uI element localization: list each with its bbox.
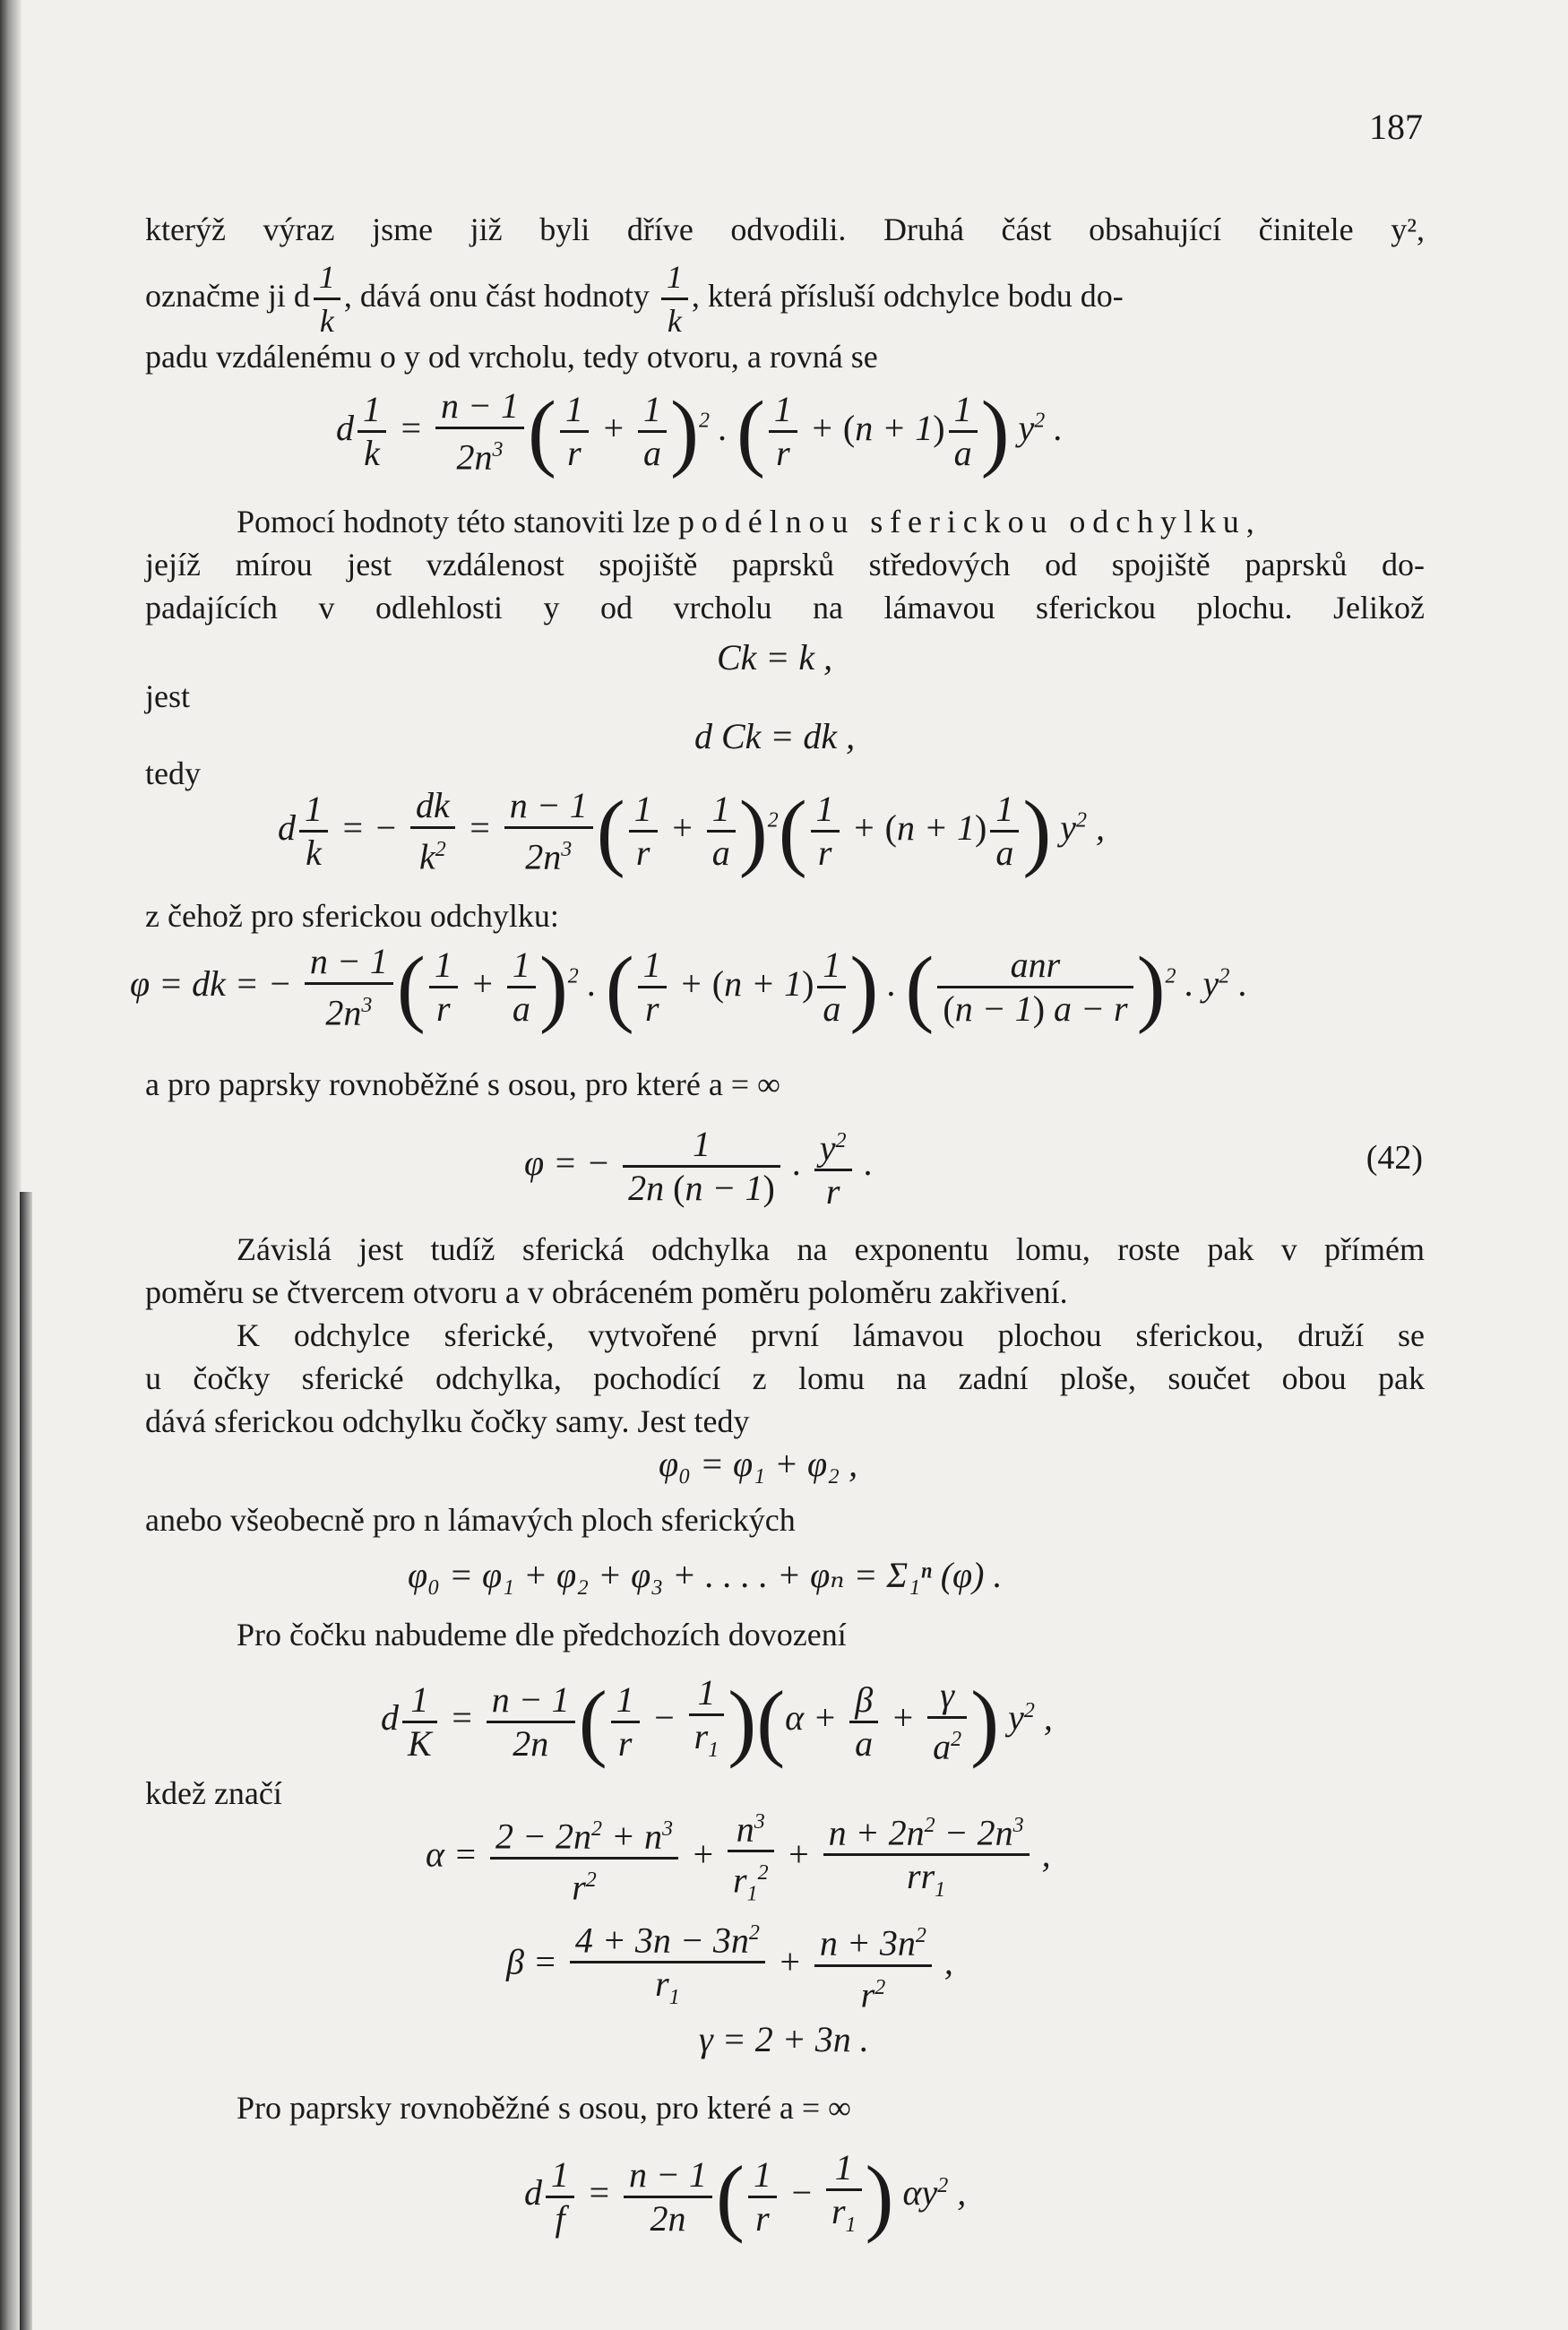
equation-alpha: α = $\frac{2 - 2n^2 + n^3}{r^2}$ + $\frac{n^3}{r_1^2}$ + $\frac{n + 2n^2 - 2n^3}{rr_1}$ ,	[426, 1801, 1051, 1915]
text-line: kterýž výraz jsme již byli dříve odvodili. Druhá část obsahující činitele y²,	[145, 211, 1425, 247]
scan-edge-shadow	[20, 1192, 32, 2330]
text-line: padu vzdálenému o y od vrcholu, tedy otvoru, a rovná se	[145, 339, 878, 375]
equation-beta: β = $\frac{4 + 3n - 3n^2}{r_1}$ + $\frac{n + 3n^2}{r^2}$ ,	[506, 1912, 953, 2018]
scan-edge	[0, 0, 22, 2330]
emphasized-term: podélnou sferickou odchylku,	[677, 504, 1262, 539]
fraction-1-over-k: $\frac{1}{k}$	[661, 256, 688, 341]
page-number: 187	[1369, 107, 1423, 147]
equation-phi-sum: φ₀ = φ₁ + φ₂ + φ₃ + . . . . + φₙ = Σ₁ⁿ (φ) .	[408, 1555, 1003, 1595]
text-line: K odchylce sferické, vytvořené první lámavou plochou sferickou, druží se	[237, 1317, 1425, 1353]
text-fragment: Pomocí hodnoty této stanoviti lze	[237, 504, 670, 539]
equation-ck: Ck = k ,	[717, 637, 833, 677]
equation-42: φ = − $\frac{1}{2n (n - 1)}$ . $\frac{y^2}{r}$ .	[524, 1120, 874, 1212]
equation-d-1-over-k-expanded: d $\frac{1}{k}$ = − $\frac{dk}{k^2}$ = $\frac{n - 1}{2n^3}$ ( $\frac{1}{r}$ + $\frac{1}{a}$ )$^2$( $\frac{1}{r}$ + (n + 1) $\frac{1}{a}$ ) $y^2$ ,	[278, 782, 1106, 879]
equation-d-1-over-K: d $\frac{1}{K}$ = $\frac{n - 1}{2n}$ ( $\frac{1}{r}$ − $\frac{1}{r_1}$ )(α + $\frac{\beta}{a}$ + $\frac{\gamma}{a^2}$ ) $y^2$ ,	[381, 1672, 1053, 1769]
text-fragment: , dává onu část hodnoty	[343, 278, 650, 314]
text-line: dává sferickou odchylku čočky samy. Jest tedy	[145, 1403, 750, 1439]
text-line: padajících v odlehlosti y od vrcholu na lámavou sferickou plochu. Jelikož	[145, 590, 1425, 626]
text-line: Pro paprsky rovnoběžné s osou, pro které a = ∞	[237, 2090, 851, 2126]
equation-gamma: γ = 2 + 3n .	[699, 2019, 869, 2059]
text-line	[237, 500, 1425, 543]
equation-d-1-over-k: d $\frac{1}{k}$ = $\frac{n - 1}{2n^3}$ ( $\frac{1}{r}$ + $\frac{1}{a}$ )$^2$ . ( $\frac{1}{r}$ + (n + 1) $\frac{1}{a}$ ) $y^2$ .	[336, 383, 1064, 479]
equation-spherical-aberration: φ = dk = − $\frac{n - 1}{2n^3}$ ( $\frac{1}{r}$ + $\frac{1}{a}$ )$^2$ . ( $\frac{1}{r}$ + (n + 1) $\frac{1}{a}$ ) . ( $\frac{\text{anr}}{(n - 1) a - r}$ )$^2$ . $y^2$ .	[130, 938, 1248, 1035]
text-line: poměru se čtvercem otvoru a v obráceném poměru poloměru zakřivení.	[145, 1274, 1068, 1310]
label-tedy: tedy	[145, 755, 201, 791]
equation-dck: d Ck = dk ,	[694, 716, 856, 756]
label-kdez: kdež značí	[145, 1775, 282, 1811]
text-fragment: , která přísluší odchylce bodu do-	[691, 278, 1124, 314]
text-line: z čehož pro sferickou odchylku:	[145, 898, 559, 934]
fraction-1-over-k: $\frac{1}{k}$	[314, 256, 340, 341]
equation-phi0: φ₀ = φ₁ + φ₂ ,	[659, 1444, 858, 1484]
text-fragment: označme ji d	[145, 278, 310, 314]
equation-number: (42)	[1366, 1139, 1423, 1177]
text-line: u čočky sferické odchylka, pochodící z lomu na zadní ploše, součet obou pak	[145, 1360, 1425, 1396]
text-line: anebo všeobecně pro n lámavých ploch sferických	[145, 1502, 796, 1538]
text-line: Pro čočku nabudeme dle předchozích dovození	[237, 1617, 847, 1653]
text-line-with-fractions	[145, 251, 1425, 341]
text-line: a pro paprsky rovnoběžné s osou, pro které a = ∞	[145, 1066, 780, 1102]
text-line: jejíž mírou jest vzdálenost spojiště paprsků středových od spojiště paprsků do-	[145, 547, 1425, 582]
text-line: Závislá jest tudíž sferická odchylka na exponentu lomu, roste pak v přímém	[237, 1231, 1425, 1267]
label-jest: jest	[145, 678, 190, 714]
equation-d-1-over-f: d $\frac{1}{f}$ = $\frac{n - 1}{2n}$ ( $\frac{1}{r}$ − $\frac{1}{r_1}$ ) $\alpha y^2$ ,	[524, 2147, 967, 2244]
